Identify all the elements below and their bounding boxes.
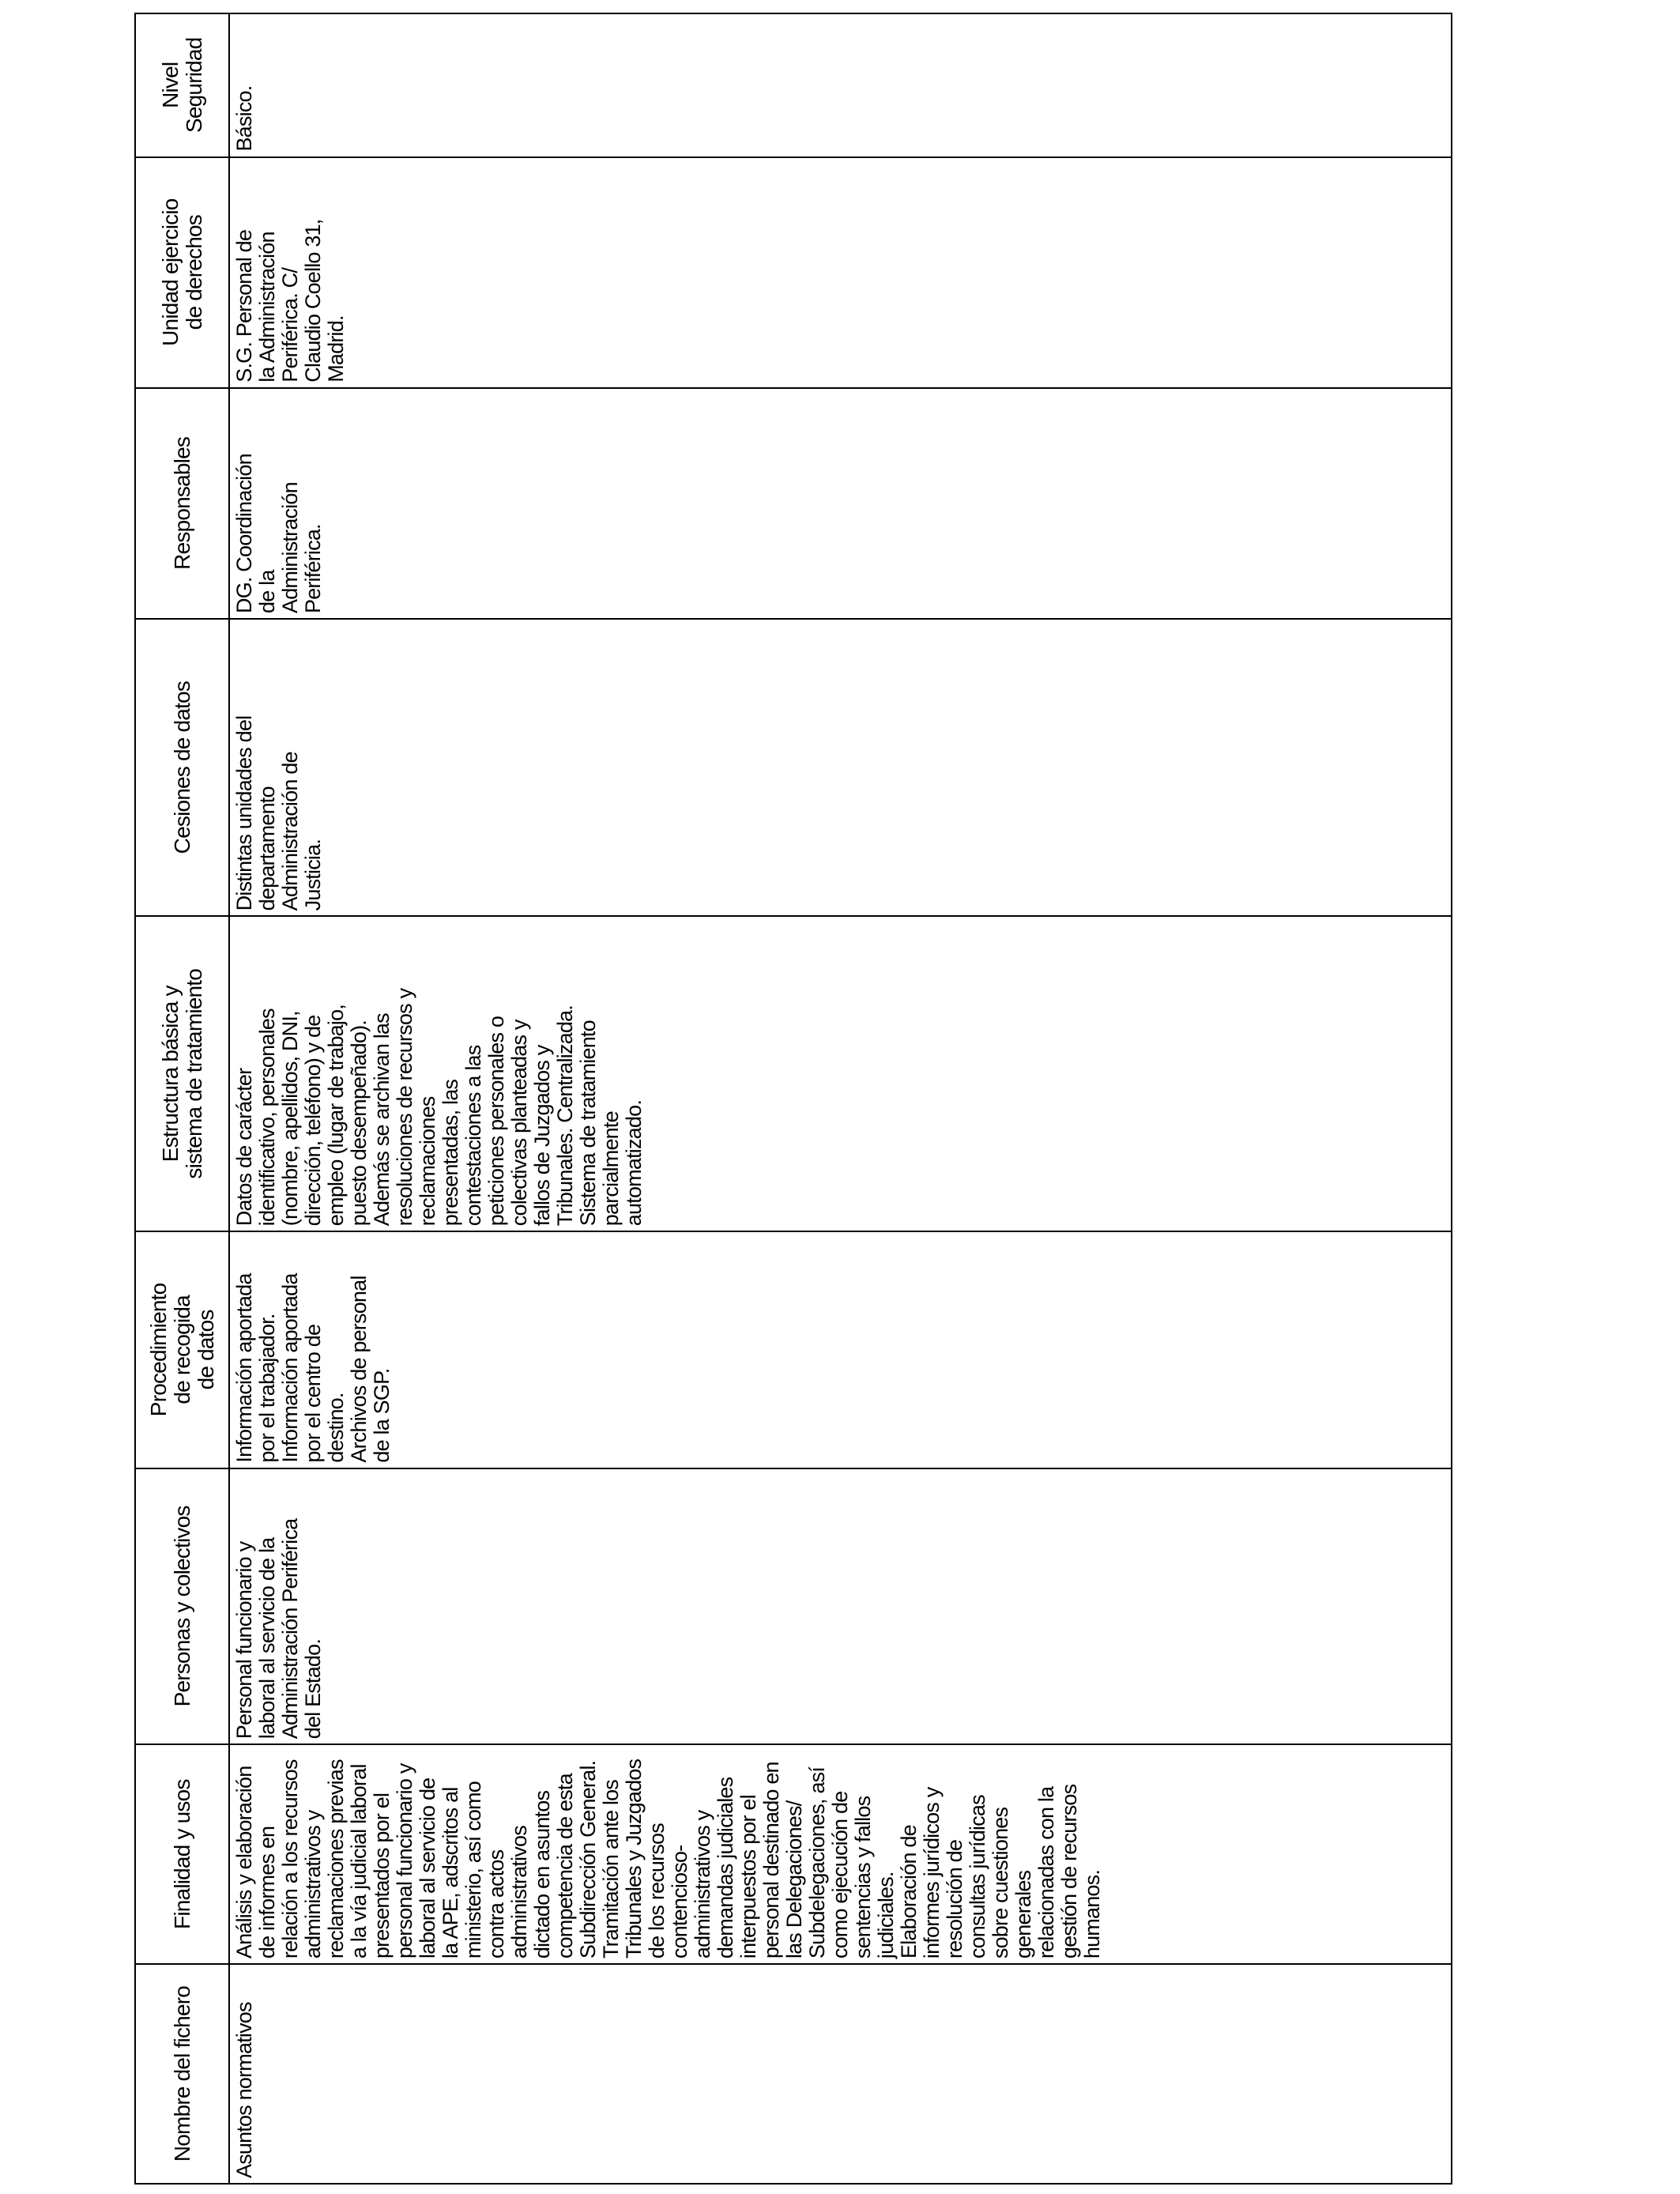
cell-finalidad-usos: Análisis y elaboración de informes en relación a los recursos administrativos y reclamaciones previas a la vía judicial laboral presentados por el personal funcionario y laboral al servicio de la APE, adscritos al ministerio, así como contra actos administrativos dictado en asuntos competencia de esta Subdirección General. Tramitación ante los Tribunales y Juzgados de los recursos contencioso- administrativos y demandas judiciales interpuestos por el personal destinado en las Delegaciones/ Subdelegaciones, así como ejecución de sentencias y fallos judiciales. Elaboración de informes jurídicos y resolución de consultas jurídicas sobre cuestiones generales relacionadas con la gestión de recursos humanos.	[229, 1744, 1452, 1964]
cell-procedimiento-recogida: Información aportada por el trabajador. Información aportada por el centro de destino. Archivos de personal de la SGP.	[229, 1231, 1452, 1468]
cell-estructura-sistema: Datos de carácter identificativo, personales (nombre, apellidos, DNI, dirección, teléfono) y de empleo (lugar de trabajo, puesto desempeñado). Además se archivan las resoluciones de recursos y reclamaciones presentadas, las contestaciones a las peticiones personales o colectivas planteadas y fallos de Juzgados y Tribunales. Centralizada. Sistema de tratamiento parcialmente automatizado.	[229, 916, 1452, 1231]
cell-responsables: DG. Coordinación de la Administración Periférica.	[229, 388, 1452, 619]
header-finalidad-usos: Finalidad y usos	[135, 1744, 229, 1964]
header-nivel-seguridad: Nivel Seguridad	[135, 13, 229, 157]
table-row	[229, 13, 1452, 2184]
rotated-table-container	[134, 13, 1451, 2185]
data-file-table	[134, 13, 1452, 2185]
header-responsables: Responsables	[135, 388, 229, 619]
header-unidad-derechos: Unidad ejercicio de derechos	[135, 157, 229, 388]
header-personas-colectivos: Personas y colectivos	[135, 1468, 229, 1745]
header-row	[135, 13, 229, 2184]
cell-cesiones-datos: Distintas unidades del departamento Administración de Justicia.	[229, 619, 1452, 916]
cell-nivel-seguridad: Básico.	[229, 13, 1452, 157]
header-estructura-sistema: Estructura básica y sistema de tratamiento	[135, 916, 229, 1231]
cell-unidad-derechos: S.G. Personal de la Administración Periférica. C/ Claudio Coello 31, Madrid.	[229, 157, 1452, 388]
header-cesiones-datos: Cesiones de datos	[135, 619, 229, 916]
cell-personas-colectivos: Personal funcionario y laboral al servicio de la Administración Periférica del Estado.	[229, 1468, 1452, 1745]
header-procedimiento-recogida: Procedimiento de recogida de datos	[135, 1231, 229, 1468]
cell-nombre-fichero: Asuntos normativos	[229, 1964, 1452, 2184]
header-nombre-fichero: Nombre del fichero	[135, 1964, 229, 2184]
